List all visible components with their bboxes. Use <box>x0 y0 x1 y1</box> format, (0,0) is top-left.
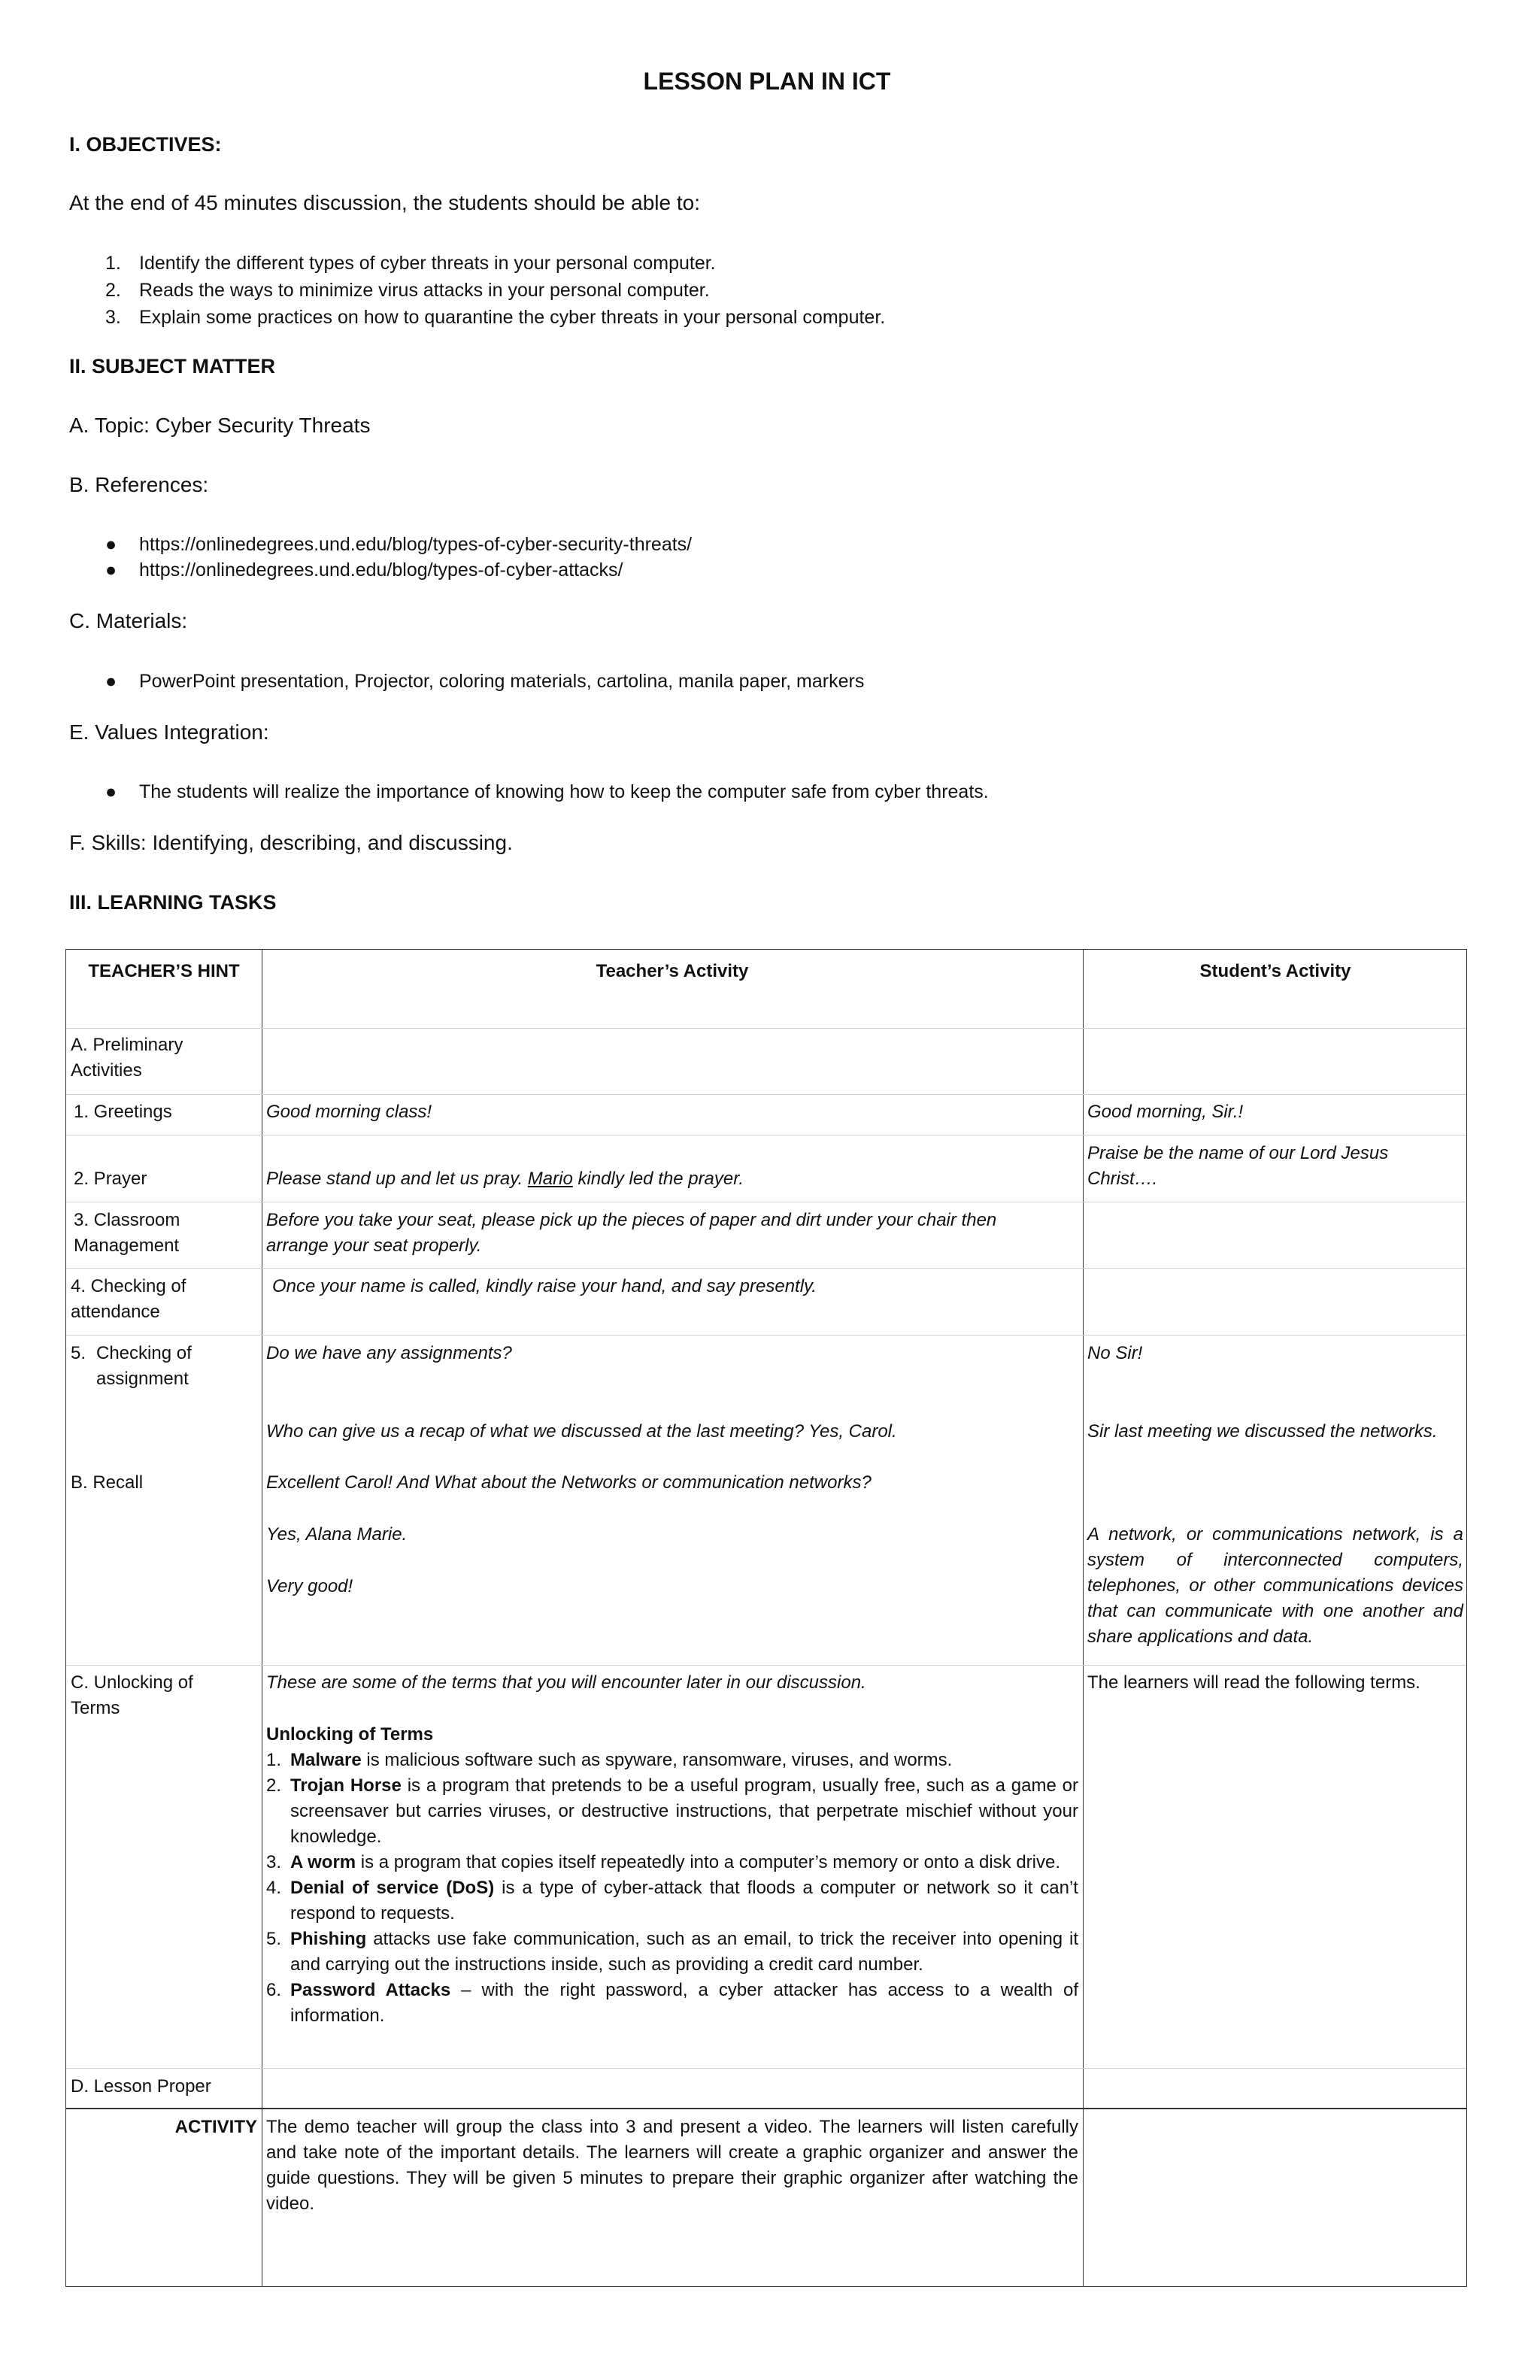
hint-attendance: 4. Checking of attendance <box>71 1276 186 1322</box>
bullet-icon: ● <box>105 534 117 555</box>
student-greetings: Good morning, Sir.! <box>1087 1102 1244 1122</box>
bullet-icon: ● <box>105 671 117 692</box>
teacher-prayer: Please stand up and let us pray. Mario kindly led the prayer. <box>266 1169 744 1189</box>
hint-prayer: 2. Prayer <box>74 1169 147 1189</box>
list-item: 2. Reads the ways to minimize virus attacks in your personal computer. <box>105 280 710 301</box>
list-item: ● PowerPoint presentation, Projector, coloring materials, cartolina, manila paper, markers <box>105 669 864 694</box>
teacher-recall-4: Very good! <box>266 1576 353 1596</box>
reference-link[interactable]: https://onlinedegrees.und.edu/blog/types-of-cyber-attacks/ <box>139 559 623 581</box>
list-item[interactable] <box>105 532 692 557</box>
reference-link[interactable]: https://onlinedegrees.und.edu/blog/types-of-cyber-security-threats/ <box>139 534 693 555</box>
column-header-student: Student’s Activity <box>1199 961 1351 981</box>
materials-list <box>105 669 864 694</box>
row-divider <box>66 2068 1466 2069</box>
values-label: E. Values Integration: <box>69 720 269 744</box>
hint-preliminary: A. Preliminary Activities <box>71 1035 183 1081</box>
subject-matter-heading: II. SUBJECT MATTER <box>69 355 276 377</box>
row-divider <box>66 1268 1466 1269</box>
hint-recall: B. Recall <box>71 1472 144 1493</box>
bullet-icon: ● <box>105 559 117 581</box>
hint-classroom: 3. Classroom Management <box>74 1210 180 1256</box>
materials-label: C. Materials: <box>69 609 188 632</box>
objectives-heading: I. OBJECTIVES: <box>69 133 222 156</box>
student-assignment: No Sir! <box>1087 1343 1143 1363</box>
hint-assignment: 5. Checking of assignment <box>71 1343 192 1389</box>
teacher-assignment: Do we have any assignments? <box>266 1343 512 1363</box>
list-item: 5. Phishing attacks use fake communication, such as an email, to trick the receiver into opening it and carrying out the instructions inside, such as providing a credit card number. <box>266 1929 1078 1975</box>
objectives-list <box>105 250 885 331</box>
list-item: 1. Identify the different types of cyber threats in your personal computer. <box>105 253 716 274</box>
hint-unlocking: C. Unlocking of Terms <box>71 1672 193 1718</box>
learning-tasks-table <box>65 949 1467 2287</box>
row-divider <box>66 1335 1466 1336</box>
student-unlocking: The learners will read the following terms. <box>1087 1672 1420 1693</box>
bullet-icon: ● <box>105 781 117 802</box>
teacher-recall-2: Excellent Carol! And What about the Networks or communication networks? <box>266 1472 872 1493</box>
student-prayer: Praise be the name of our Lord Jesus Christ…. <box>1087 1143 1389 1189</box>
teacher-unlocking-intro: These are some of the terms that you will encounter later in our discussion. <box>266 1672 866 1693</box>
objectives-intro: At the end of 45 minutes discussion, the students should be able to: <box>69 191 700 214</box>
teacher-recall-1: Who can give us a recap of what we discussed at the last meeting? Yes, Carol. <box>266 1421 897 1442</box>
learning-tasks-heading: III. LEARNING TASKS <box>69 891 277 914</box>
list-item[interactable] <box>105 557 692 583</box>
student-recall-1: Sir last meeting we discussed the networks. <box>1087 1421 1438 1442</box>
list-item: 2. Trojan Horse is a program that pretends to be a useful program, usually free, such as a game or screensaver but carries viruses, or destructive instructions, that perpetrate mischief without your knowledge. <box>266 1775 1078 1847</box>
references-label: B. References: <box>69 473 209 496</box>
teacher-attendance: Once your name is called, kindly raise your hand, and say presently. <box>272 1276 817 1296</box>
list-item: 3. A worm is a program that copies itself repeatedly into a computer’s memory or onto a disk drive. <box>266 1852 1061 1872</box>
teacher-greetings: Good morning class! <box>266 1102 432 1122</box>
row-divider <box>66 2108 1466 2109</box>
list-item: 6. Password Attacks – with the right password, a cyber attacker has access to a wealth of information. <box>266 1980 1078 2026</box>
topic: A. Topic: Cyber Security Threats <box>69 414 371 437</box>
hint-lesson-proper: D. Lesson Proper <box>71 2076 211 2097</box>
student-recall-2: A network, or communications network, is a system of interconnected computers, telephones, or other communications devices that can communicate with one another and share applications and data. <box>1087 1524 1463 1647</box>
references-list <box>105 532 692 583</box>
list-item: 1. Malware is malicious software such as spyware, ransomware, viruses, and worms. <box>266 1750 953 1770</box>
skills: F. Skills: Identifying, describing, and discussing. <box>69 831 513 854</box>
unlocking-subheading: Unlocking of Terms <box>266 1724 434 1745</box>
row-divider <box>66 1028 1466 1029</box>
row-divider <box>66 1665 1466 1666</box>
list-item: ● The students will realize the importance of knowing how to keep the computer safe from cyber threats. <box>105 779 989 805</box>
list-item: 4. Denial of service (DoS) is a type of cyber-attack that floods a computer or network so it can’t respond to requests. <box>266 1878 1078 1924</box>
values-list <box>105 779 989 805</box>
row-divider <box>66 1094 1466 1095</box>
hint-activity: ACTIVITY <box>174 2117 257 2137</box>
column-divider <box>1083 950 1084 2286</box>
column-header-hint: TEACHER’S HINT <box>88 961 240 981</box>
teacher-classroom: Before you take your seat, please pick up the pieces of paper and dirt under your chair then arrange your seat properly. <box>266 1210 997 1256</box>
list-item: 3. Explain some practices on how to quarantine the cyber threats in your personal computer. <box>105 307 886 328</box>
student-name: Mario <box>527 1169 573 1189</box>
teacher-activity: The demo teacher will group the class into 3 and present a video. The learners will listen carefully and take note of the important details. The learners will create a graphic organizer and answer the guide questions. They will be given 5 minutes to prepare their graphic organizer after watching the video. <box>266 2117 1078 2214</box>
column-header-teacher: Teacher’s Activity <box>596 961 749 981</box>
hint-greetings: 1. Greetings <box>74 1102 172 1122</box>
teacher-recall-3: Yes, Alana Marie. <box>266 1524 408 1545</box>
terms-list <box>266 1748 1078 2029</box>
page-title: LESSON PLAN IN ICT <box>643 68 891 95</box>
